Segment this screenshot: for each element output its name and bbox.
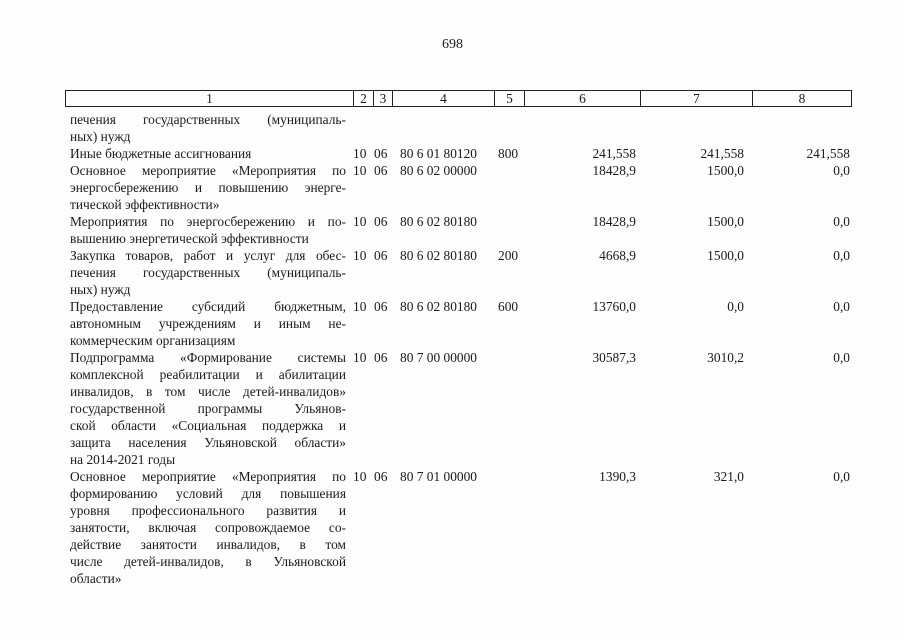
description-line: тической эффективности» [70,197,220,212]
header-col-3: 3 [373,91,392,106]
description-line: области» [70,571,122,586]
description-line: Иные бюджетные ассигнования [70,146,252,161]
cell-c8: 0,0 [833,469,850,484]
row-description [70,111,346,145]
cell-c2: 10 [353,350,367,365]
header-col-6: 6 [524,91,640,106]
cell-c7: 241,558 [700,146,744,161]
description-line: печения государственных (муниципаль- [70,265,346,280]
table-header-row [65,90,852,107]
cell-c4: 80 6 02 80180 [400,248,477,263]
cell-c6: 30587,3 [592,350,636,365]
description-line: Основное мероприятие «Мероприятия по [70,469,346,484]
description-line: защита населения Ульяновской области» [70,435,346,450]
cell-c7: 1500,0 [707,248,744,263]
description-line: Закупка товаров, работ и услуг для обес- [70,248,346,263]
cell-c6: 18428,9 [592,163,636,178]
cell-c5: 800 [498,146,519,161]
row-description [70,349,346,468]
cell-c8: 241,558 [806,146,850,161]
description-line: действие занятости инвалидов, в том [70,537,346,552]
row-description [70,145,346,162]
description-line: на 2014-2021 годы [70,452,176,467]
description-line: автономным учреждениям и иным не- [70,316,346,331]
description-line: Мероприятия по энергосбережению и по- [70,214,346,229]
cell-c8: 0,0 [833,163,850,178]
description-line: государственной программы Ульянов- [70,401,346,416]
cell-c2: 10 [353,469,367,484]
header-col-1: 1 [206,91,213,106]
description-line: ных) нужд [70,282,131,297]
description-line: вышению энергетической эффективности [70,231,309,246]
header-col-4: 4 [392,91,494,106]
row-description [70,298,346,349]
description-line: Предоставление субсидий бюджетным, [70,299,346,314]
cell-c7: 1500,0 [707,214,744,229]
cell-c8: 0,0 [833,350,850,365]
cell-c2: 10 [353,248,367,263]
header-col-7: 7 [640,91,752,106]
cell-c7: 321,0 [713,469,744,484]
header-col-2: 2 [353,91,373,106]
description-line: уровня профессионального развития и [70,503,346,518]
header-col-8: 8 [752,91,851,106]
cell-c6: 4668,9 [599,248,636,263]
cell-c4: 80 7 01 00000 [400,469,477,484]
description-line: ской области «Социальная поддержка и [70,418,346,433]
row-description [70,213,346,247]
cell-c3: 06 [374,146,388,161]
cell-c6: 1390,3 [599,469,636,484]
row-description [70,468,346,587]
description-line: комплексной реабилитации и абилитации [70,367,346,382]
cell-c4: 80 6 02 00000 [400,163,477,178]
cell-c7: 1500,0 [707,163,744,178]
description-line: формированию условий для повышения [70,486,346,501]
description-line: числе детей-инвалидов, в Ульяновской [70,554,346,569]
row-description [70,162,346,213]
cell-c5: 200 [498,248,519,263]
cell-c4: 80 6 02 80180 [400,299,477,314]
cell-c8: 0,0 [833,248,850,263]
cell-c7: 0,0 [727,299,744,314]
cell-c3: 06 [374,163,388,178]
description-line: занятости, включая сопровождаемое со- [70,520,346,535]
description-line: Основное мероприятие «Мероприятия по [70,163,346,178]
cell-c3: 06 [374,214,388,229]
cell-c2: 10 [353,163,367,178]
description-line: печения государственных (муниципаль- [70,112,346,127]
cell-c3: 06 [374,248,388,263]
cell-c3: 06 [374,299,388,314]
cell-c4: 80 6 02 80180 [400,214,477,229]
cell-c5: 600 [498,299,519,314]
description-line: энергосбережению и повышению энерге- [70,180,346,195]
cell-c4: 80 7 00 00000 [400,350,477,365]
description-line: ных) нужд [70,129,131,144]
cell-c8: 0,0 [833,214,850,229]
cell-c4: 80 6 01 80120 [400,146,477,161]
cell-c2: 10 [353,146,367,161]
description-line: коммерческим организациям [70,333,236,348]
cell-c6: 241,558 [592,146,636,161]
page-number: 698 [442,37,463,52]
row-description [70,247,346,298]
header-col-5: 5 [494,91,524,106]
description-line: Подпрограмма «Формирование системы [70,350,346,365]
cell-c7: 3010,2 [707,350,744,365]
cell-c6: 13760,0 [592,299,636,314]
cell-c6: 18428,9 [592,214,636,229]
cell-c8: 0,0 [833,299,850,314]
cell-c3: 06 [374,350,388,365]
cell-c2: 10 [353,214,367,229]
cell-c3: 06 [374,469,388,484]
description-line: инвалидов, в том числе детей-инвалидов» [70,384,346,399]
cell-c2: 10 [353,299,367,314]
